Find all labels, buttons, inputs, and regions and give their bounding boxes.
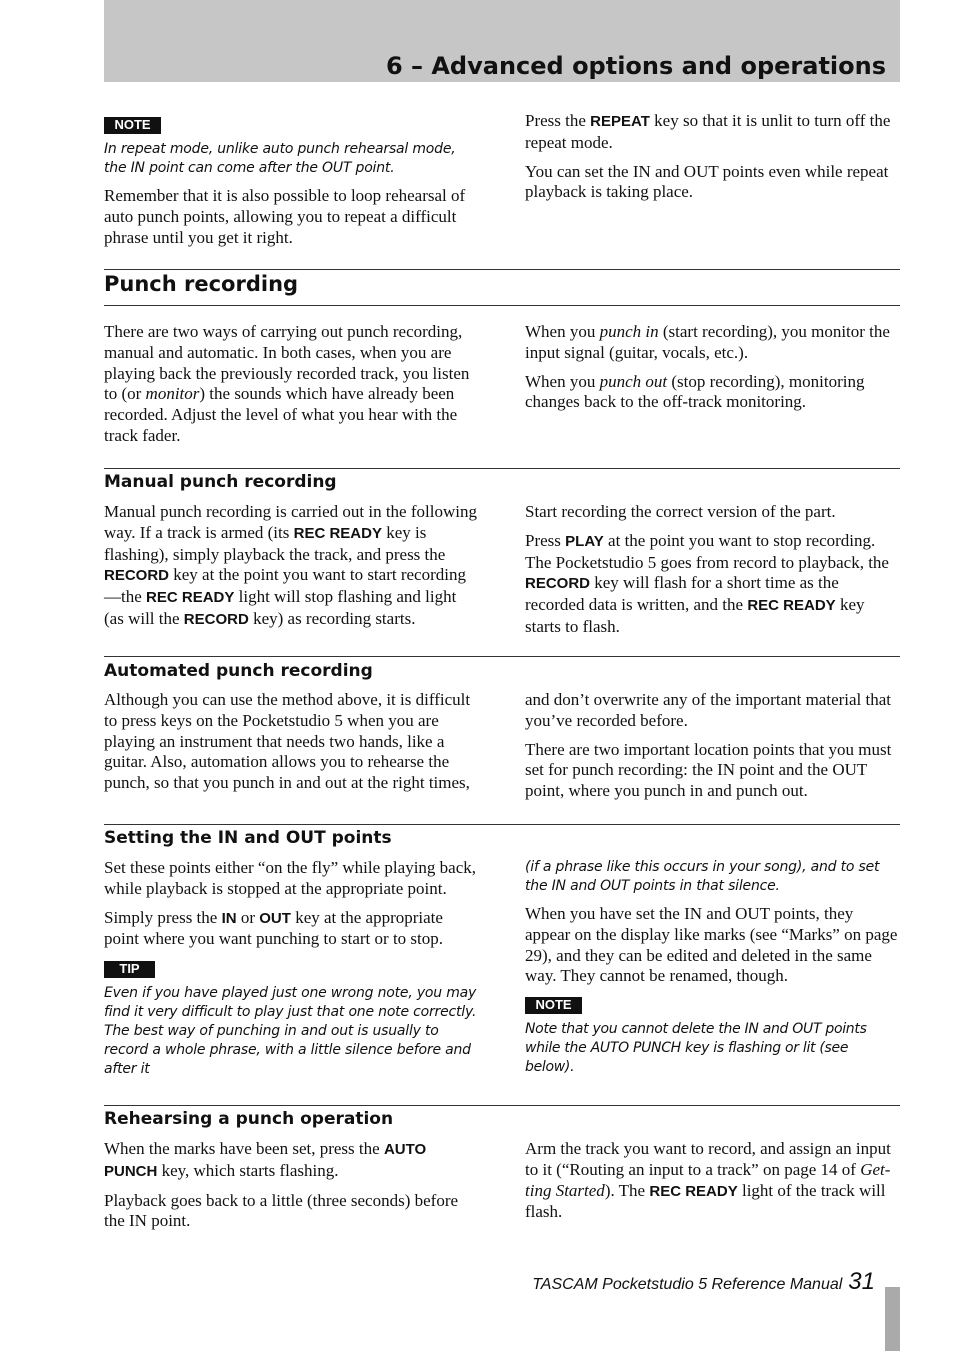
repeat-key-label: REPEAT <box>590 113 650 130</box>
tip-continued-text: (if a phrase like this occurs in your song), and to set the IN and OUT points in that silence. <box>525 859 880 894</box>
page-edge-tab <box>885 1287 900 1351</box>
subsection-divider <box>104 656 900 657</box>
manual-start-paragraph: Start recording the correct version of the part. <box>525 502 836 521</box>
on-the-fly-paragraph: Set these points either “on the fly” while playing back, while playback is stopped at the appropriate point. <box>104 858 477 898</box>
section-divider <box>104 305 900 306</box>
manual-right-column <box>525 502 901 646</box>
automated-continue-paragraph: and don’t overwrite any of the important material that you’ve recorded before. <box>525 690 892 730</box>
note-badge: NOTE <box>525 997 582 1014</box>
playback-paragraph: Playback goes back to a little (three seconds) before the IN point. <box>104 1190 459 1231</box>
section-divider <box>104 269 900 270</box>
automated-paragraph: Although you can use the method above, it is difficult to press keys on the Pocketstudio 5 when you are playing an instrument that needs two hands, like a guitar. Also, automation allows you to rehearse the punch, so that you punch in and out at the right times, <box>104 690 471 793</box>
note-text: In repeat mode, unlike auto punch rehearsal mode, the IN point can come after the OUT point. <box>104 141 456 176</box>
tip-text: Even if you have played just one wrong note, you may find it very difficult to play just that one note correctly. The best way of punching in and out is usually to record a whole phrase, with a little silence before and after it <box>104 985 477 1078</box>
repeat-paragraph: Press the REPEAT key so that it is unlit to turn off the repeat mode. <box>525 111 891 152</box>
punch-intro-paragraph: There are two ways of carrying out punch recording, manual and automatic. In both cases, when you are playing back the previously recorded track, you listen to (or monitor) the sounds which have already been recorded. Adjust the level of what you hear with the track fader. <box>104 322 470 445</box>
manual-stop-paragraph: Press PLAY at the point you want to stop recording. The Pocketstudio 5 goes from record to playback, the RECORD key will flash for a short time as the recorded data is written, and the REC READY key starts to flash. <box>525 530 889 636</box>
punch-out-paragraph: When you punch out (stop recording), monitoring changes back to the off-track monitoring. <box>525 371 865 412</box>
inout-left-column <box>104 858 480 1087</box>
section-heading-punch-recording: Punch recording <box>104 272 299 296</box>
automated-right-column <box>525 690 901 810</box>
manual-left-column <box>104 502 480 639</box>
chapter-title: 6 – Advanced options and operations <box>385 52 886 80</box>
inout-right-column <box>525 858 901 1085</box>
top-right-column <box>525 111 901 211</box>
repeat-playback-paragraph: You can set the IN and OUT points even while repeat playback is taking place. <box>525 161 889 202</box>
note-text: Note that you cannot delete the IN and OUT points while the AUTO PUNCH key is flashing or lit (see below). <box>525 1021 867 1076</box>
subsection-heading-manual: Manual punch recording <box>104 472 337 492</box>
marks-paragraph: When you have set the IN and OUT points, they appear on the display like marks (see “Marks” on page 29), and they can be edited and deleted in the same way. They cannot be renamed, though. <box>525 904 898 986</box>
rehearse-left-column <box>104 1139 480 1240</box>
subsection-heading-rehearse: Rehearsing a punch operation <box>104 1109 394 1129</box>
arm-track-paragraph: Arm the track you want to record, and assign an input to it (“Routing an input to a track” on page 14 of Getting Started). The REC READY light of the track will flash. <box>525 1139 891 1222</box>
automated-left-column <box>104 690 480 802</box>
subsection-heading-in-out: Setting the IN and OUT points <box>104 828 392 848</box>
punch-left-column <box>104 322 480 455</box>
rehearse-right-column <box>525 1139 901 1231</box>
manual-title: TASCAM Pocketstudio 5 Reference Manual <box>532 1276 843 1293</box>
subsection-heading-automated: Automated punch recording <box>104 661 373 681</box>
tip-badge: TIP <box>104 961 155 978</box>
in-out-keys-paragraph: Simply press the IN or OUT key at the appropriate point where you want punching to start or to stop. <box>104 907 444 949</box>
punch-right-column <box>525 322 901 421</box>
auto-punch-paragraph: When the marks have been set, press the AUTO PUNCH key, which starts flashing. <box>104 1139 427 1180</box>
punch-in-paragraph: When you punch in (start recording), you monitor the input signal (guitar, vocals, etc.). <box>525 322 890 362</box>
subsection-divider <box>104 824 900 825</box>
page-footer <box>532 1268 875 1296</box>
chapter-header-bar <box>104 0 900 82</box>
manual-paragraph: Manual punch recording is carried out in the following way. If a track is armed (its REC READY key is flashing), simply playback the track, and press the RECORD key at the point you want to start recording—the REC READY light will stop flashing and light (as will the RECORD key) as recording starts. <box>104 502 477 628</box>
top-left-column <box>104 116 480 256</box>
loop-rehearsal-paragraph: Remember that it is also possible to loop rehearsal of auto punch points, allowing you to repeat a difficult phrase until you get it right. <box>104 186 466 247</box>
note-badge: NOTE <box>104 117 161 134</box>
subsection-divider <box>104 1105 900 1106</box>
page-number: 31 <box>848 1268 875 1295</box>
subsection-divider <box>104 468 900 469</box>
location-points-paragraph: There are two important location points that you must set for punch recording: the IN point and the OUT point, where you punch in and punch out. <box>525 739 892 801</box>
